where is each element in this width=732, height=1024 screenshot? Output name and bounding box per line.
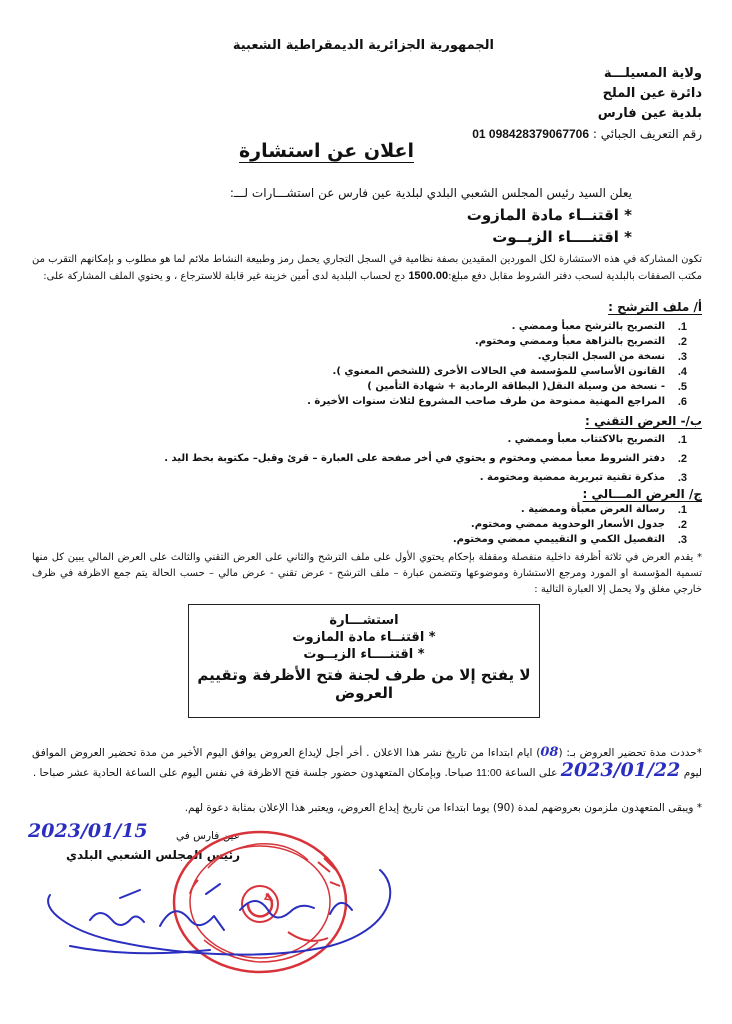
list-item [307,319,687,334]
intro-text: يعلن السيد رئيس المجلس الشعبي البلدي لبلدية عين فارس عن استشـــارات لـــ: [229,186,632,200]
box-line-notice: لا يفتح إلا من طرف لجنة فتح الأظرفة وتقييم العروض [197,666,531,702]
deadline-text-2: ) ايام ابتداءا من تاريخ نشر هذا الاعلان . أخر أجل لإيداع العروض يوافق اليوم الأخير من مدة تحضير العروض الموافق ليوم [32,747,702,779]
tax-id [472,127,702,141]
box-line-oils: * اقتنــــاء الزيــوت [303,647,425,662]
list-item [307,394,687,409]
list-text: التفصيل الكمي و التقييمي ممضي ومختوم. [452,534,665,545]
section-b-title: ب/- العرض التقني : [585,414,702,428]
list-item [307,364,687,379]
deadline-paragraph [32,744,702,782]
participation-paragraph [32,252,702,285]
list-item [164,449,687,468]
list-num: 3. [677,533,687,546]
section-c-title: ج/ العرض المـــالي : [582,487,702,501]
deadline-date: 2023/01/22 [560,759,681,781]
deadline-text-1: *حددت مدة تحضير العروض بـ: ( [558,747,702,759]
list-item [164,468,687,487]
place-text: عين فارس في [176,830,240,842]
list-num: 1. [677,433,687,446]
republic-heading: الجمهورية الجزائرية الديمقراطية الشعبية [232,38,494,53]
fee-amount: 1500.00 [408,270,449,282]
list-item [164,430,687,449]
list-num: 5. [677,380,687,393]
list-item [307,349,687,364]
list-num: 2. [677,335,687,348]
list-text: التصريح بالنزاهة معبأ وممضي ومختوم. [474,336,665,347]
list-item [453,502,687,517]
daira-line: دائرة عين الملح [602,86,702,101]
item-oils: * اقتنــــاء الزيــوت [492,228,632,246]
signature-scribble [30,850,400,960]
section-b-list [164,430,687,487]
list-text: جدول الأسعار الوحدوية ممضي ومختوم. [470,519,665,530]
page-title: اعلان عن استشارة [238,140,414,162]
tax-id-value: 098428379067706 01 [472,127,590,141]
list-item [453,532,687,547]
list-item [453,517,687,532]
list-text: القانون الأساسي للمؤسسة في الحالات الأخرى (للشخص المعنوي ). [332,366,665,377]
deadline-text-3: على الساعة [504,767,558,779]
president-title: رئيس المجلس الشعبي البلدي [66,848,240,862]
baladia-line: بلدية عين فارس [597,106,702,121]
list-text: دفتر الشروط معبأ ممضي ومختوم و يحتوي في أخر صفحة على العبارة – قرئ وقبل– مكتوبة بخط اليد . [164,453,665,464]
list-text: رسالة العرض معبأة وممضية . [520,504,665,515]
days-value: 08 [540,745,559,760]
list-text: مذكرة تقنية تبريرية ممضية ومختومة . [479,472,665,483]
list-num: 2. [677,452,687,465]
list-text: المراجع المهنية ممنوحة من طرف صاحب المشروع لثلاث سنوات الأخيرة . [307,396,665,407]
list-num: 3. [677,471,687,484]
list-num: 4. [677,365,687,378]
item-diesel: * اقتنــاء مادة المازوت [466,206,632,224]
list-item [307,334,687,349]
box-line-consultation: استشـــارة [329,613,399,628]
wilaya-line: ولاية المسيلـــة [603,66,702,81]
section-a-title: أ/ ملف الترشح : [608,300,702,314]
tax-id-label: رقم التعريف الجبائي : [592,127,702,141]
list-text: التصريح بالاكتتاب معبأ وممضي . [507,434,665,445]
list-num: 2. [677,518,687,531]
deadline-text-4: صباحا. وبإمكان المتعهدون حضور جلسة فتح الاظرفة في نفس اليوم على الساعة الحادية عشر صباحا . [32,767,473,779]
deadline-time: 11:00 [476,767,502,779]
list-text: التصريح بالترشح معبأ وممضي . [511,321,665,332]
paragraph1-after: دج لحساب البلدية لدى أمين خزينة غير قابلة للاسترجاع ، و يحتوي الملف المشاركة على: [43,271,406,282]
list-num: 3. [677,350,687,363]
list-num: 1. [677,503,687,516]
validity-paragraph: * ويبقى المتعهدون ملزمون بعروضهم لمدة (90) يوما ابتداءا من تاريخ إيداع العروض، ويعتبر هذا الإعلان بمثابة دعوة لهم. [184,802,702,814]
paragraph1-before: تكون المشاركة في هذه الاستشارة لكل الموردين المقيدين بصفة نظامية في السجل التجاري يحمل رمز وطبيعة النشاط ملائم لما هو مطلوب و بإمكانهم التقرب من مكتب الصفقات بالبلدية لسحب دفتر الشروط مقابل دفع مبلغ: [32,254,702,282]
list-num: 1. [677,320,687,333]
section-c-list [453,502,687,547]
box-line-diesel: * اقتنــاء مادة المازوت [292,630,436,645]
envelope-box [188,604,540,718]
envelopes-paragraph: * يقدم العرض في ثلاثة أظرفة داخلية منفصلة ومقفلة بإحكام يحتوي الأول على ملف الترشح والثاني على العرض التقني والثالث على العرض المالي يبين كل منها تسمية المؤسسة او المورد ومرجع الاستشارة وموضوعها وتتضمن عبارة – ملف الترشح - عرض تقني - عرض مالي – حسب الحالة يتم جمع الاظرفة في ظرف خارجي مغلق ولا يحمل إلا العبارة التالية : [32,552,702,595]
list-text: نسخة من السجل التجاري. [537,351,665,362]
list-item [307,379,687,394]
sign-date: 2023/01/15 [28,820,148,842]
list-text: - نسخة من وسيلة النقل( البطاقة الرمادية + شهادة التأمين ) [367,381,665,392]
section-a-list [307,319,687,409]
list-num: 6. [677,395,687,408]
